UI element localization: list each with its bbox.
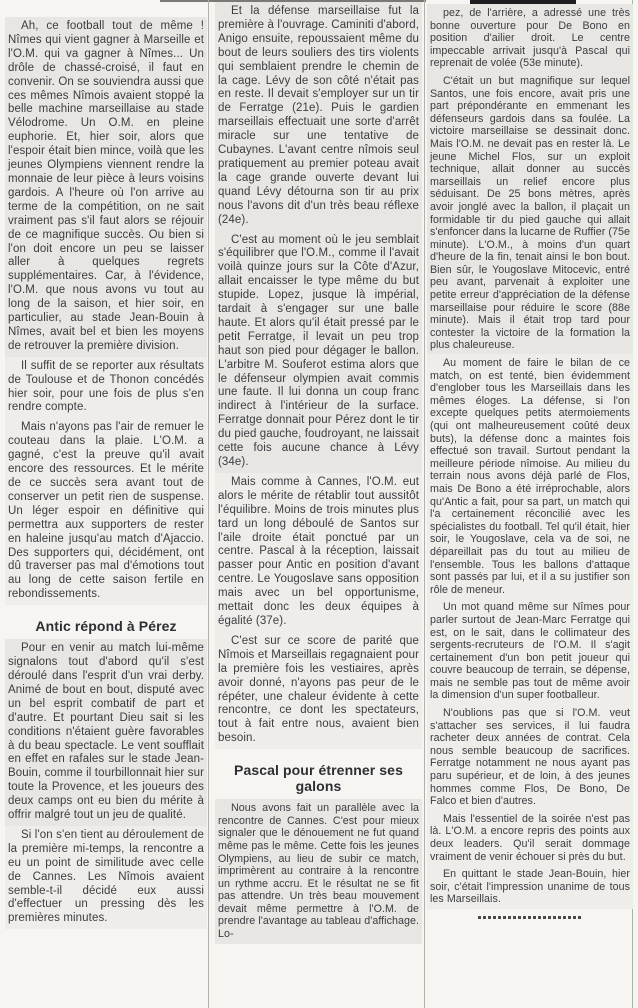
paragraph: Nous avons fait un parallèle avec la rencontre de Cannes. C'est pour mieux signaler que le dénouement ne fut quand même pas le même. Cette fois les jeunes Olympiens, au lieu de subir ce match, imprimèrent au contraire à la rencontre un rythme accru. Et le résultat ne se fit pas attendre. Un très beau mouvement devait même permettre à l'O.M. de prendre l'avantage au tableau d'affichage. Lo- bbox=[218, 802, 419, 941]
article-column-2 bbox=[218, 0, 419, 947]
section-heading-pascal: Pascal pour étrenner ses galons bbox=[234, 762, 403, 795]
column-divider-1 bbox=[208, 0, 209, 1008]
column-divider-2 bbox=[424, 0, 425, 1008]
paragraph: Et la défense marseillaise fut la première à l'ouvrage. Caminiti d'abord, Anigo ensuite, repoussaient même du bout de leurs souliers des tirs violents qui semblaient prendre le chemin de la cage. Lévy de son côté n'était pas en reste. Il devait s'employer sur un tir de Ferratge (21e). Puis le gardien marseillais effectuait une sorte d'arrêt miracle sur une tentative de Cubaynes. L'avant centre nîmois seul pratiquement au premier poteau avait la cage grande ouverte devant lui quand Lévy détourna son tir au prix nous l'avons dit d'un très beau réflexe (24e). bbox=[218, 5, 419, 226]
article-column-3 bbox=[430, 0, 630, 919]
paragraph: Mais n'ayons pas l'air de remuer le couteau dans la plaie. L'O.M. a gagné, c'est la preuve qu'il avait encore des ressources. Et le mérite de ce succès sera avant tout de conserver un petit rien de suspense. Un léger espoir en définitive qui permettra aux supporters de rester en haleine jusqu'au match d'Ajaccio. Des supporters qui, décidément, ont dû traverser pas mal d'émotions tout au long de cette saison fertile en rebondissements. bbox=[8, 421, 204, 601]
paragraph: Mais comme à Cannes, l'O.M. eut alors le mérite de rétablir tout aussitôt l'équilibre. Moins de trois minutes plus tard un long déboulé de Santos sur l'aile droite était ponctué par un centre. Pascal à la réception, laissait passer pour Antic en position d'avant centre. Le Yougoslave sans opposition mais avec un bel opportunisme, mettait donc les deux équipes à égalité (37e). bbox=[218, 475, 419, 627]
section-heading-antic: Antic répond à Pérez bbox=[35, 618, 177, 635]
paragraph: Au moment de faire le bilan de ce match, on est tenté, bien évidemment d'englober tous les Marseillais dans les mêmes éloges. La défense, si l'on excepte quelques petits atermoiements (qui ont malheureusement coûté deux buts), la défense donc a maintes fois effectué son travail. Surtout pendant la meilleure période nîmoise. Au milieu du terrain nous avons déjà parlé de Flos, mais De Bono a été irréprochable, alors qu'Antic a fait, pour sa part, un match qui l'a certainement réconcilié avec les spécialistes du football. Tel qu'il était, hier soir, le Yougoslave, cela va de soi, ne dépareillait pas du tout au milieu de l'ensemble. Tous les ballons d'attaque sont passés par lui, et il a su justifier son rôle de meneur. bbox=[430, 357, 630, 596]
page-edge-rule bbox=[632, 0, 633, 1008]
paragraph: N'oublions pas que si l'O.M. veut s'attacher ses services, il lui faudra racheter deux années de contrat. Cela nous semble beaucoup de sacrifices. Ferratge notamment ne nous ayant pas paru supérieur, et de loin, à des jeunes hommes comme Flos, De Bono, De Falco et bien d'autres. bbox=[430, 707, 630, 808]
paragraph: Mais l'essentiel de la soirée n'est pas là. L'O.M. a encore repris des points aux deux leaders. Qu'il serait dommage vraiment de venir échouer si près du but. bbox=[430, 812, 630, 863]
paragraph: pez, de l'arrière, a adressé une très bonne ouverture pour De Bono en position d'ailier droit. Le centre impeccable arrivait jusqu'à Pascal qui reprenait de volée (53e minute). bbox=[430, 7, 630, 70]
paragraph: Ah, ce football tout de même ! Nîmes qui vient gagner à Marseille et l'O.M. qui va gagner à Nîmes... Un drôle de chassé-croisé, il faut en convenir. On se souviendra aussi que ces mêmes Nîmois avaient stoppé la belle machine marseillaise au stade Vélodrome. Un O.M. en pleine euphorie. Et, hier soir, alors que l'espoir était bien mince, voilà que les jeunes Olympiens viennent rendre la monnaie de leur pièce à leurs voisins gardois. A l'heure où l'on arrive au terme de la compétition, on ne sait vraiment pas s'il faut alors se réjouir de ce magnifique succès. Ou bien si l'on doit encore un peu se laisser aller à quelques regrets supplémentaires. Car, à l'évidence, l'O.M. que nous avons vu tout au long de la saison, et hier soir, en particulier, au stade Jean-Bouin à Nîmes, avait bel et bien les moyens de retrouver la première division. bbox=[8, 20, 204, 352]
article-end-divider bbox=[478, 916, 582, 919]
paragraph: C'est au moment où le jeu semblait s'équilibrer que l'O.M., comme il l'avait voilà quinze jours sur la Côte d'Azur, allait encaisser le type même du but stupide. Lopez, jusque là impérial, tardait à s'engager sur une balle haute. Et alors qu'il était pressé par le petit Ferratge, il levait un peu trop haut son pied pour dégager le ballon. L'arbitre M. Souferot estima alors que le défenseur olympien avait commis une faute. Il lui donna un coup franc indirect à l'intérieur de la surface. Ferratge donnait pour Pérez dont le tir du pied gauche, foudroyant, ne laissait cette fois aucune chance à Lévy (34e). bbox=[218, 233, 419, 468]
paragraph: Pour en venir au match lui-même signalons tout d'abord qu'il s'est déroulé dans l'esprit d'un vrai derby. Animé de bout en bout, disputé avec un bel esprit combatif de part et d'autre. Et pourtant Dieu sait si les conditions n'étaient guère favorables à du beau spectacle. Le vent soufflait en effet en rafales sur le stade Jean-Bouin, comme il tourbillonnait hier sur toute la Provence, et les joueurs des deux camps ont eu bien du mérite à offrir malgré tout un jeu de qualité. bbox=[8, 642, 204, 822]
paragraph: C'était un but magnifique sur lequel Santos, une fois encore, avait pris une part prépondérante en emmenant les défenseurs gardois dans sa foulée. La victoire marseillaise se dessinait donc. Mais l'O.M. ne devait pas en rester là. Le jeune Michel Flos, sur un exploit technique, allait donner au succès marseillais un relief encore plus séduisant. De 25 bons mètres, après avoir jonglé avec la ballon, il plaçait un formidable tir du pied gauche qui allait s'enfoncer dans la lucarne de Ruffier (75e minute). L'O.M., à moins d'un quart d'heure de la fin, tenait ainsi le bon bout. Bien sûr, le Yougoslave Mitocevic, entré peu avant, parvenait à exploiter une petite erreur d'appréciation de la défense marseillaise pour réduire le score (88e minute). Mais il était trop tard pour contester la victoire de la formation la plus chaleureuse. bbox=[430, 74, 631, 352]
paragraph: Si l'on s'en tient au déroulement de la première mi-temps, la rencontre a eu un point de similitude avec celle de Cannes. Les Nîmois avaient semble-t-il décidé eux aussi d'effectuer un pressing dès les premières minutes. bbox=[8, 828, 204, 925]
paragraph: C'est sur ce score de parité que Nîmois et Marseillais regagnaient pour la première fois les vestiaires, après avoir donné, n'ayons pas peur de le répéter, une chaleur évidente à cette rencontre, ce dont les spectateurs, tout à fait entre nous, avaient bien besoin. bbox=[218, 634, 419, 745]
paragraph: En quittant le stade Jean-Bouin, hier soir, c'était l'impression unanime de tous les Marseillais. bbox=[430, 868, 630, 906]
article-column-1 bbox=[8, 0, 204, 932]
paragraph: Il suffit de se reporter aux résultats de Toulouse et de Thonon concédés hier soir, pour une fois de plus s'en rendre compte. bbox=[8, 359, 204, 414]
paragraph: Un mot quand même sur Nîmes pour parler surtout de Jean-Marc Ferratge qui est, on le sait, dans le collimateur des sergents-recruteurs de l'O.M. Il s'agit certainement d'un bon petit joueur qui couvre beaucoup de terrain, se dépense, mais ne semble pas tout de même avoir la dimension d'un super footballeur. bbox=[430, 601, 630, 702]
